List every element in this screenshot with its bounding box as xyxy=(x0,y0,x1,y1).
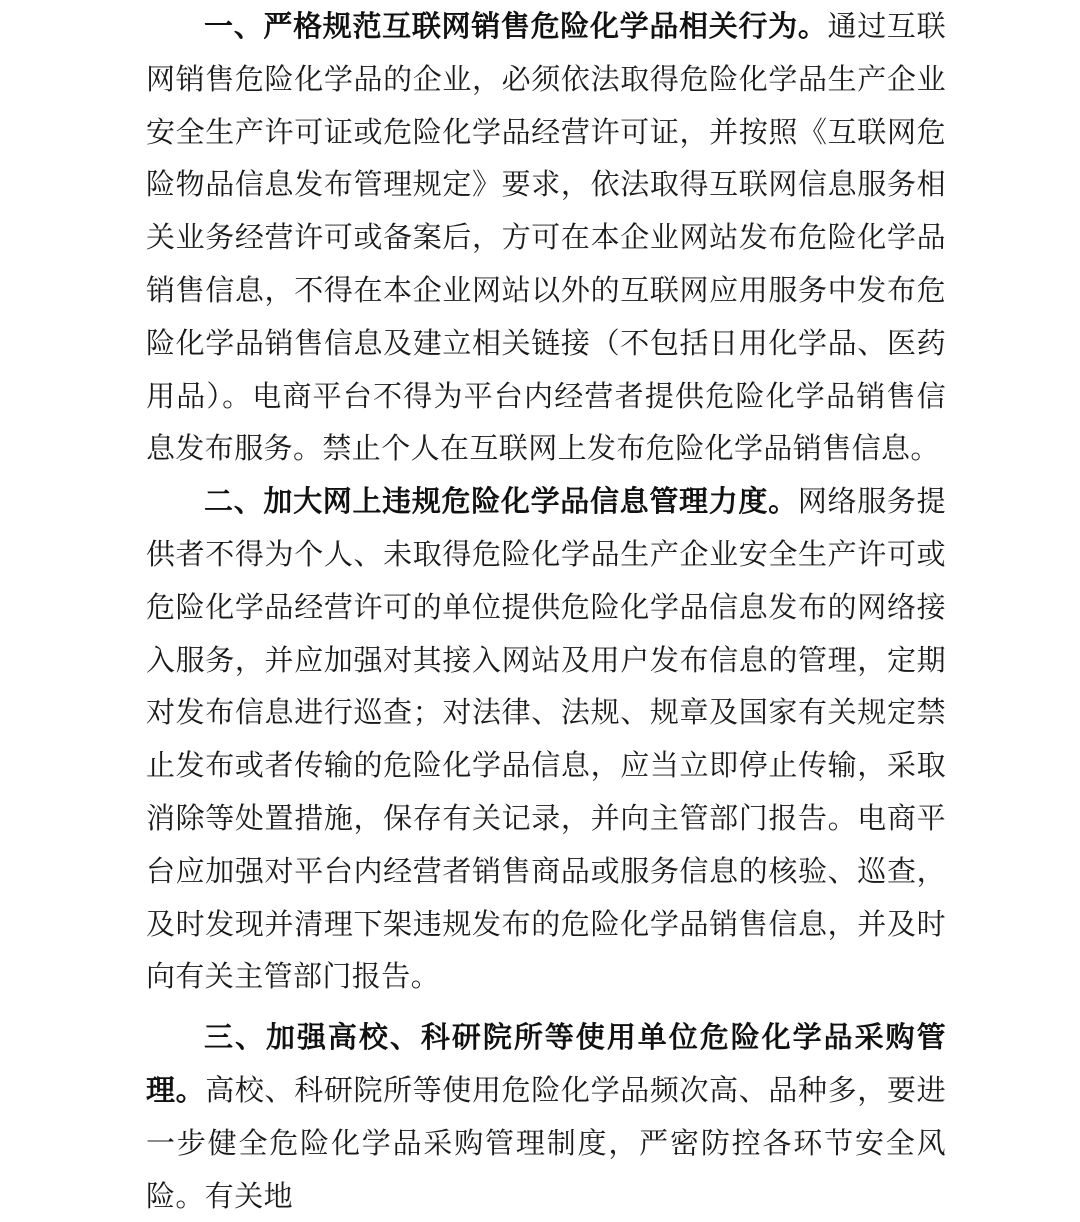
paragraph-1-heading: 一、严格规范互联网销售危险化学品相关行为。 xyxy=(204,9,828,43)
document-body xyxy=(146,0,946,1222)
paragraph-3 xyxy=(146,1011,946,1222)
paragraph-1-text: 通过互联网销售危险化学品的企业，必须依法取得危险化学品生产企业安全生产许可证或危险化学品经营许可证，并按照《互联网危险物品信息发布管理规定》要求，依法取得互联网信息服务相关业务经营许可或备案后，方可在本企业网站发布危险化学品销售信息，不得在本企业网站以外的互联网应用服务中发布危险化学品销售信息及建立相关链接（不包括日用化学品、医药用品）。电商平台不得为平台内经营者提供危险化学品销售信息发布服务。禁止个人在互联网上发布危险化学品销售信息。 xyxy=(146,9,946,466)
paragraph-3-text: 高校、科研院所等使用危险化学品频次高、品种多，要进一步健全危险化学品采购管理制度，严密防控各环节安全风险。有关地 xyxy=(146,1072,946,1213)
paragraph-2-text: 网络服务提供者不得为个人、未取得危险化学品生产企业安全生产许可或危险化学品经营许可的单位提供危险化学品信息发布的网络接入服务，并应加强对其接入网站及用户发布信息的管理，定期对发布信息进行巡查；对法律、法规、规章及国家有关规定禁止发布或者传输的危险化学品信息，应当立即停止传输，采取消除等处置措施，保存有关记录，并向主管部门报告。电商平台应加强对平台内经营者销售商品或服务信息的核验、巡查，及时发现并清理下架违规发布的危险化学品销售信息，并及时向有关主管部门报告。 xyxy=(146,484,946,994)
paragraph-2 xyxy=(146,475,946,1003)
paragraph-2-heading: 二、加大网上违规危险化学品信息管理力度。 xyxy=(204,484,798,519)
paragraph-3-heading: 三、加强高校、科研院所等使用单位危险化学品采购管理。 xyxy=(146,1020,946,1107)
paragraph-1 xyxy=(146,0,946,475)
